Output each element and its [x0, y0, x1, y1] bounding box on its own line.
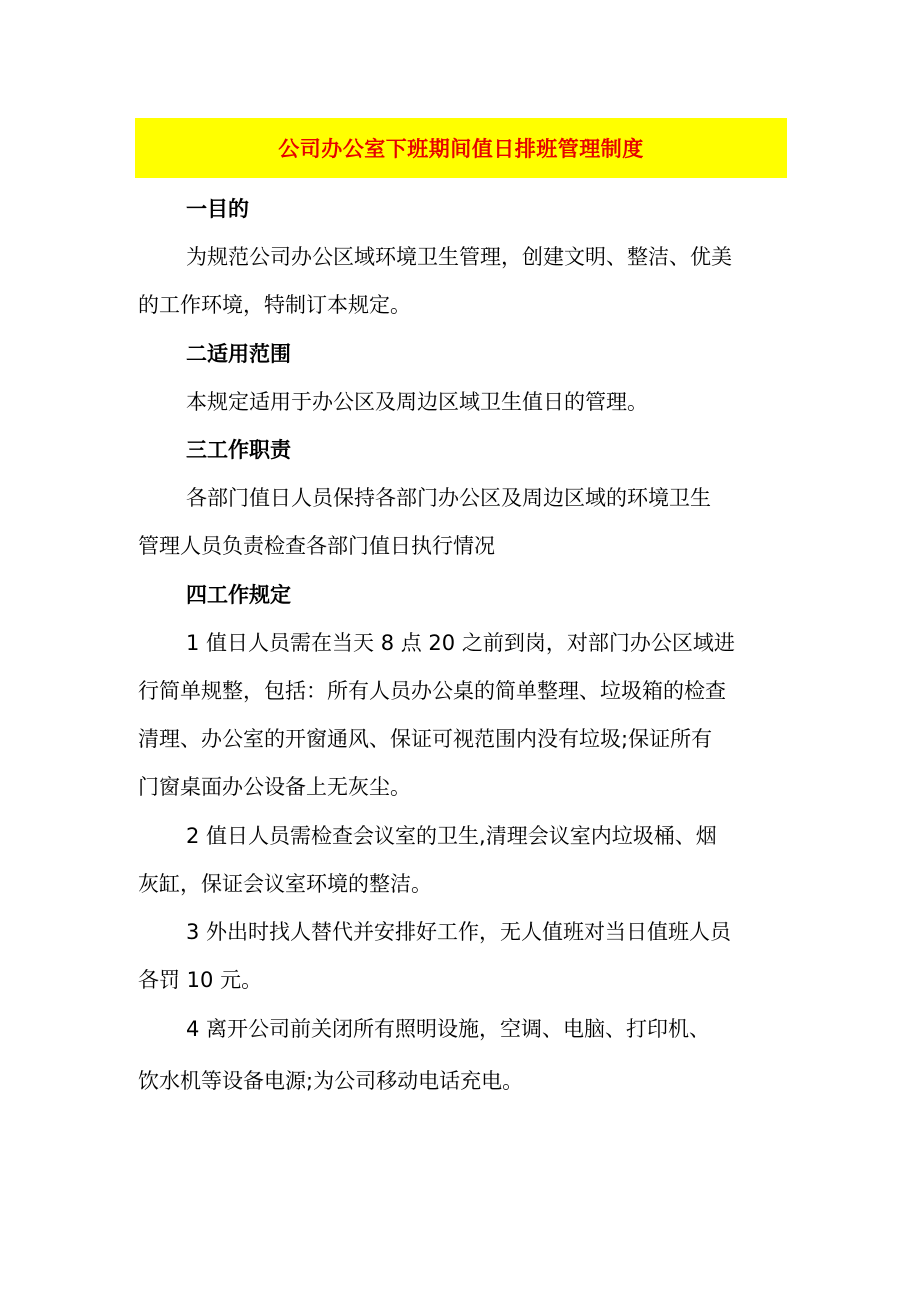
paragraph-line: 为规范公司办公区域环境卫生管理，创建文明、整洁、优美 [186, 245, 732, 269]
paragraph-line: 门窗桌面办公设备上无灰尘。 [138, 775, 411, 799]
paragraph-line: 清理、办公室的开窗通风、保证可视范围内没有垃圾;保证所有 [138, 727, 713, 751]
paragraph-line: 1 值日人员需在当天 8 点 20 之前到岗，对部门办公区域进 [186, 631, 735, 655]
paragraph-line: 3 外出时找人替代并安排好工作，无人值班对当日值班人员 [186, 920, 732, 944]
section-heading: 四工作规定 [186, 583, 291, 607]
title-banner [135, 118, 787, 178]
paragraph-line: 4 离开公司前关闭所有照明设施，空调、电脑、打印机、 [186, 1017, 711, 1041]
paragraph-line: 各罚 10 元。 [138, 968, 263, 992]
paragraph-line: 灰缸，保证会议室环境的整洁。 [138, 872, 432, 896]
paragraph-line: 的工作环境，特制订本规定。 [138, 293, 411, 317]
paragraph-line: 各部门值日人员保持各部门办公区及周边区域的环境卫生 [186, 486, 711, 510]
section-heading: 一目的 [186, 197, 249, 221]
paragraph-line: 2 值日人员需检查会议室的卫生,清理会议室内垃圾桶、烟 [186, 824, 717, 848]
paragraph-line: 本规定适用于办公区及周边区域卫生值日的管理。 [186, 390, 648, 414]
document-title: 公司办公室下班期间值日排班管理制度 [278, 137, 644, 161]
section-heading: 三工作职责 [186, 438, 291, 462]
paragraph-line: 管理人员负责检查各部门值日执行情况 [138, 534, 495, 558]
paragraph-line: 行简单规整，包括：所有人员办公桌的简单整理、垃圾箱的检查 [138, 679, 726, 703]
paragraph-line: 饮水机等设备电源;为公司移动电话充电。 [138, 1069, 524, 1093]
section-heading: 二适用范围 [186, 342, 291, 366]
